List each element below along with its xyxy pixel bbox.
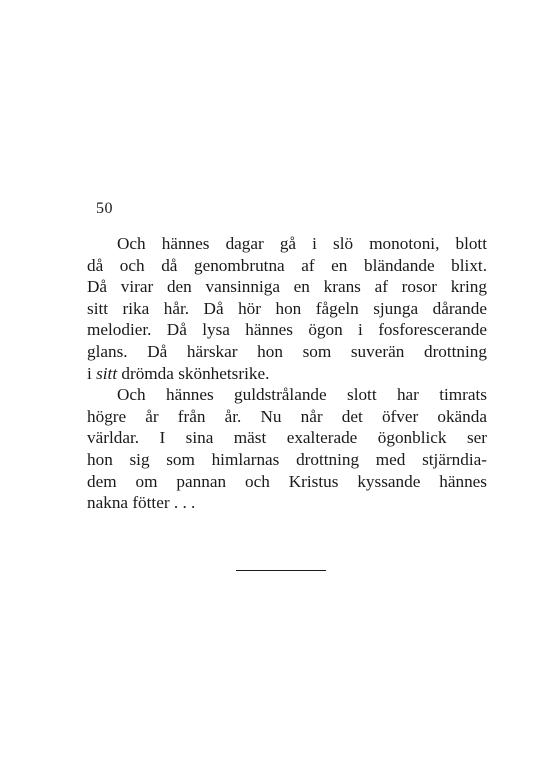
emphasized-word: sitt xyxy=(96,363,118,383)
text-line xyxy=(87,363,487,385)
text-line: sitt rika hår. Då hör hon fågeln sjunga dårande xyxy=(87,298,487,318)
text-line: nakna fötter . . . xyxy=(87,493,196,513)
text-line: världar. I sina mäst exalterade ögonblick ser xyxy=(87,428,487,448)
text-line: hon sig som himlarnas drottning med stjärndia- xyxy=(87,449,487,469)
text-line: melodier. Då lysa hännes ögon i fosforescerande xyxy=(87,320,487,340)
page-number: 50 xyxy=(96,200,113,217)
text-line: högre år från år. Nu når det öfver okända xyxy=(87,406,487,426)
text-line: Och hännes guldstrålande slott har timrats xyxy=(117,385,487,405)
text-fragment: drömda skönhetsrike. xyxy=(121,363,270,383)
section-divider xyxy=(236,570,326,571)
text-line: Då virar den vansinniga en krans af rosor kring xyxy=(87,277,487,297)
body-text xyxy=(87,233,487,514)
text-line: då och då genombrutna af en bländande blixt. xyxy=(87,255,487,275)
text-fragment: i xyxy=(87,363,92,383)
text-line: Och hännes dagar gå i slö monotoni, blott xyxy=(117,234,487,253)
text-line: dem om pannan och Kristus kyssande hännes xyxy=(87,471,487,491)
text-line: glans. Då härskar hon som suverän drottning xyxy=(87,341,487,361)
